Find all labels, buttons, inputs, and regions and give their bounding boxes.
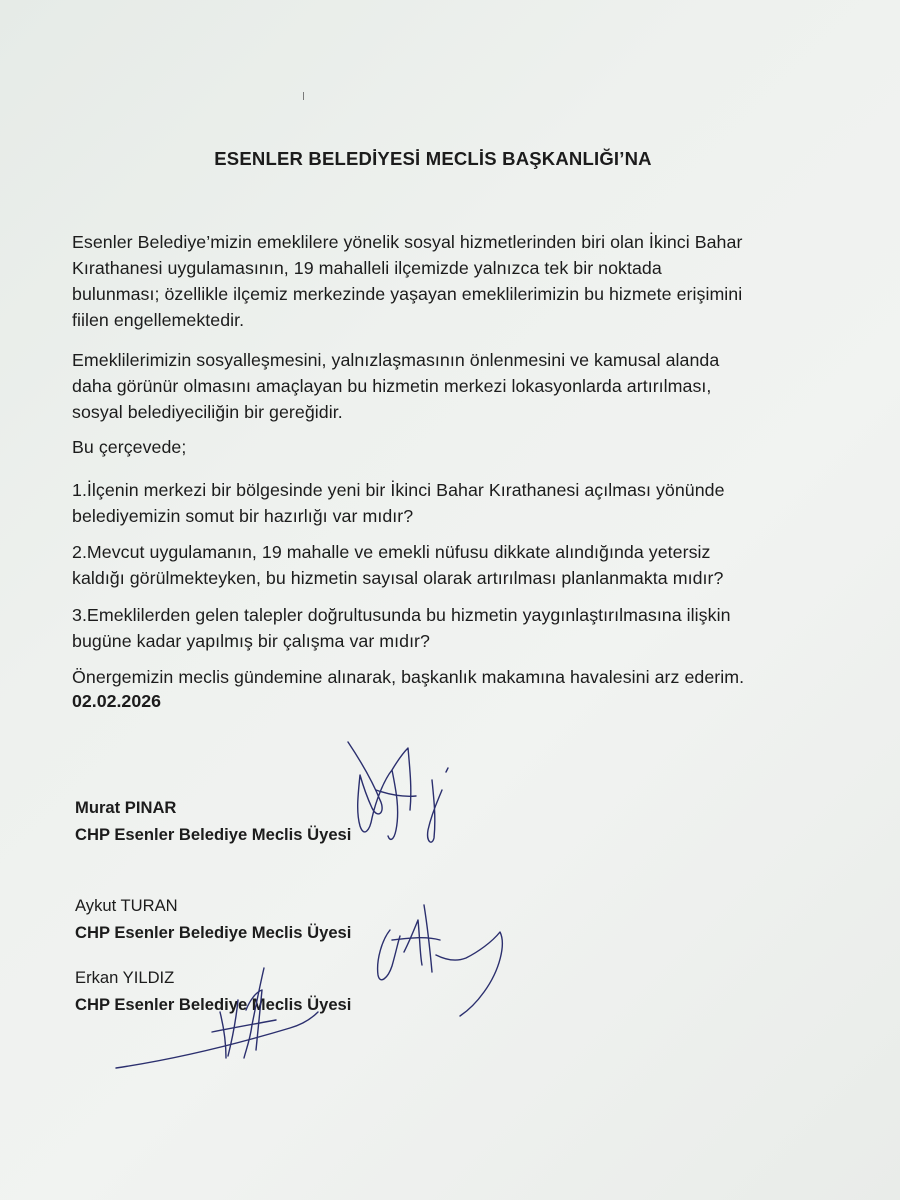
paper-mark: [303, 92, 304, 100]
paragraph-line: bulunması; özellikle ilçemiz merkezinde yaşayan emeklilerimizin bu hizmete erişimini: [72, 284, 743, 304]
paragraph-line: Önergemizin meclis gündemine alınarak, başkanlık makamına havalesini arz ederim.: [72, 667, 745, 687]
paragraph-line: 2.Mevcut uygulamanın, 19 mahalle ve emekli nüfusu dikkate alındığında yetersiz: [72, 542, 711, 562]
signatory-name: Erkan YILDIZ: [75, 968, 175, 987]
paragraph-line: kaldığı görülmekteyken, bu hizmetin sayısal olarak artırılması planlanmakta mıdır?: [72, 568, 724, 588]
document-date: 02.02.2026: [72, 691, 161, 711]
paragraph-purpose: [72, 347, 812, 425]
paragraph-framework: [72, 434, 812, 460]
paragraph-closing: [72, 664, 812, 690]
paragraph-line: Emeklilerimizin sosyalleşmesini, yalnızlaşmasının önlenmesini ve kamusal alanda: [72, 350, 720, 370]
document-heading: ESENLER BELEDİYESİ MECLİS BAŞKANLIĞI’NA: [214, 148, 652, 169]
paragraph-line: Esenler Belediye’mizin emeklilere yönelik sosyal hizmetlerinden biri olan İkinci Bahar: [72, 232, 743, 252]
signatory-block: [75, 794, 351, 848]
paragraph-line: bugüne kadar yapılmış bir çalışma var mıdır?: [72, 631, 430, 651]
signature-1: [348, 742, 448, 842]
signature-2: [378, 905, 503, 1016]
signatory-name: Aykut TURAN: [75, 896, 178, 915]
signatory-title: CHP Esenler Belediye Meclis Üyesi: [75, 923, 352, 942]
paragraph-line: 1.İlçenin merkezi bir bölgesinde yeni bir İkinci Bahar Kırathanesi açılması yönünde: [72, 480, 725, 500]
paragraph-line: Bu çerçevede;: [72, 437, 187, 457]
question-2: [72, 539, 812, 591]
signatory-title: CHP Esenler Belediye Meclis Üyesi: [75, 825, 352, 844]
signatory-name: Murat PINAR: [75, 798, 177, 817]
paragraph-line: 3.Emeklilerden gelen talepler doğrultusunda bu hizmetin yaygınlaştırılmasına ilişkin: [72, 605, 731, 625]
question-1: [72, 477, 812, 529]
paragraph-line: fiilen engellemektedir.: [72, 310, 245, 330]
paragraph-line: belediyemizin somut bir hazırlığı var mıdır?: [72, 506, 414, 526]
paragraph-line: daha görünür olmasını amaçlayan bu hizmetin merkezi lokasyonlarda artırılması,: [72, 376, 712, 396]
signatory-block: [75, 964, 351, 1018]
signatory-block: [75, 892, 351, 946]
paragraph-intro: [72, 229, 812, 333]
paragraph-line: Kırathanesi uygulamasının, 19 mahalleli ilçemizde yalnızca tek bir noktada: [72, 258, 662, 278]
question-3: [72, 602, 812, 654]
signatory-title: CHP Esenler Belediye Meclis Üyesi: [75, 995, 352, 1014]
paragraph-line: sosyal belediyeciliğin bir gereğidir.: [72, 402, 343, 422]
